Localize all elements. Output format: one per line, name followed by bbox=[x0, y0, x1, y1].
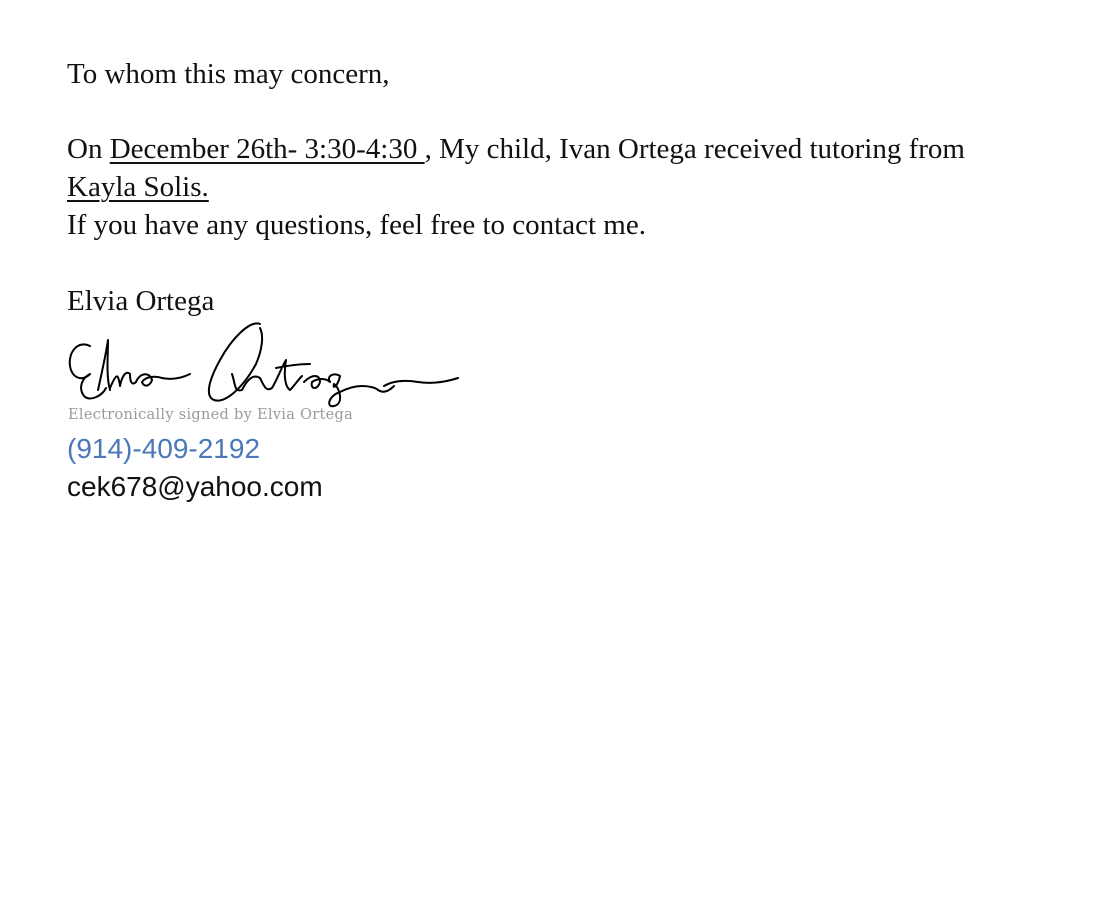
phone-number: (914)-409-2192 bbox=[67, 433, 261, 464]
signer-name: Elvia Ortega bbox=[67, 285, 215, 317]
email-address: cek678@yahoo.com bbox=[67, 471, 323, 502]
session-date-time: December 26th- 3:30-4:30 bbox=[109, 133, 425, 165]
electronic-signature-caption: Electronically signed by Elvia Ortega bbox=[68, 407, 354, 423]
closing-line: If you have any questions, feel free to contact me. bbox=[67, 209, 646, 241]
salutation: To whom this may concern, bbox=[67, 58, 390, 90]
body-line bbox=[67, 130, 965, 168]
body-prefix: On bbox=[67, 133, 110, 165]
body-middle: , My child, Ivan Ortega received tutoring from bbox=[424, 133, 965, 165]
handwritten-signature bbox=[64, 316, 464, 412]
tutor-line bbox=[67, 168, 209, 206]
tutor-name: Kayla Solis. bbox=[67, 171, 209, 203]
